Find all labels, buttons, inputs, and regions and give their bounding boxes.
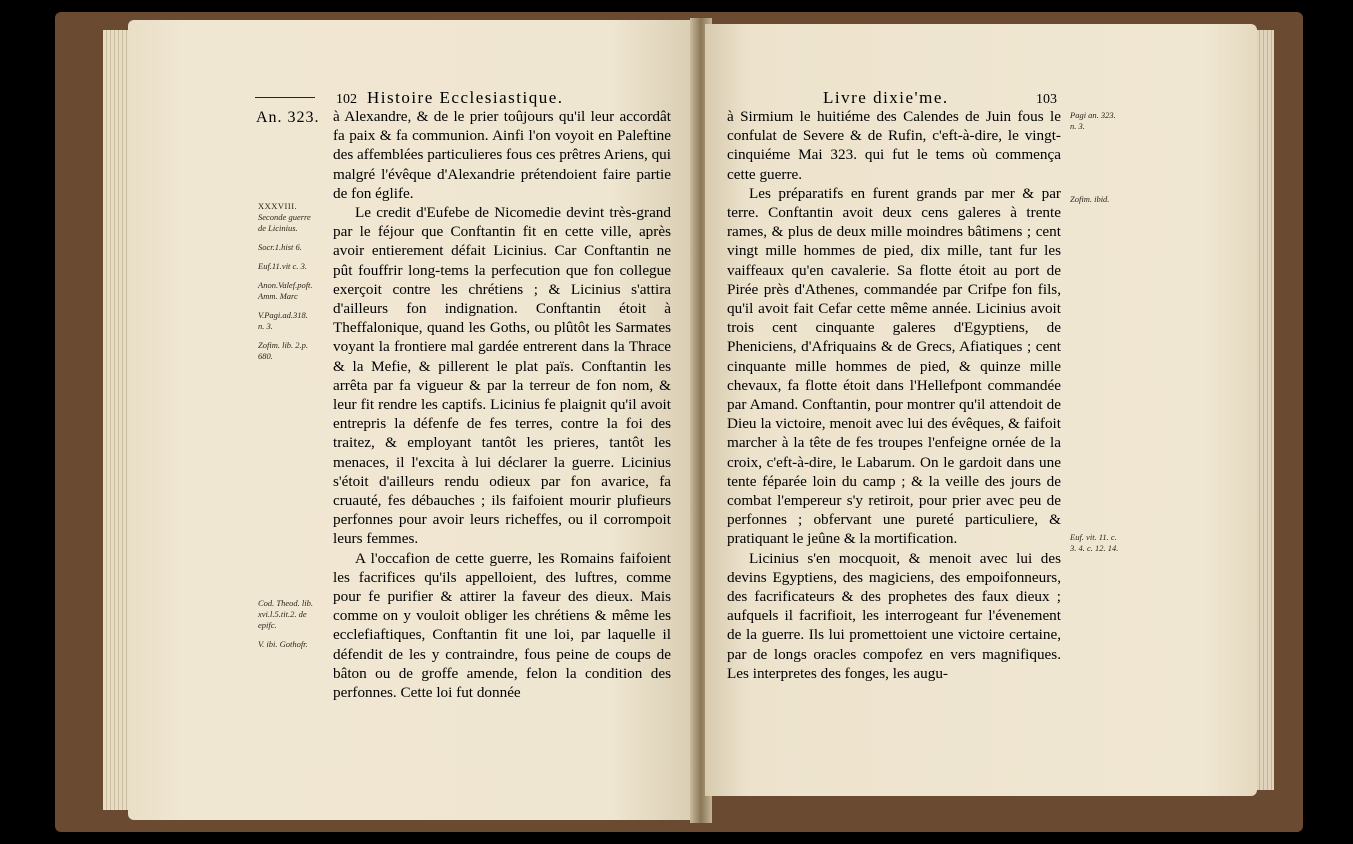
- margin-note: Euf. vit. 11. c. 3. 4. c. 12. 14.: [1070, 532, 1119, 553]
- left-page-number: 102: [336, 92, 357, 107]
- paragraph: Le credit d'Eufebe de Nicomedie devint très-grand par le féjour que Conftantin fit en cette ville, après avoir entierement défait Licinius. Car Conftantin ne pût fouffrir long-tems la perfecution que fon collegue exerçoit contre les chrétiens ; & Licinius s'attira d'ailleurs fon indignation. Conftantin étoit à Theffalonique, quand les Goths, ou plûtôt les Sarmates voyant la frontiere mal gardée entrerent dans la Thrace & la Mefie, & pillerent le plat païs. Conftantin les arrêta par fa vigueur & par la terreur de fon nom, & leur fit rendre les captifs. Licinius fe plaignit qu'il avoit entrepris la défenfe de fes terres, contre la foi des traitez, & employant tantôt les prieres, tantôt les menaces, il l'excita à lui déclarer la guerre. Licinius s'étoit d'ailleurs rendu odieux par fon avarice, fa cruauté, fes débauches ; ils faifoient mourir plufieurs perfonnes pour avoir leurs richeffes, ou il corrompoit leurs femmes.: [333, 204, 671, 548]
- paragraph: à Alexandre, & de le prier toûjours qu'il leur accordât fa paix & fa communion. Ainfi l'on voyoit en Paleftine des affemblées particulieres fous ces prêtres Ariens, qui malgré l'évêque d'Alexandrie prétendoient faire partie de fon églife.: [333, 108, 671, 202]
- year-label: An. 323.: [256, 109, 320, 126]
- paragraph: A l'occafion de cette guerre, les Romains faifoient les facrifices qu'ils appelloient, des luftres, comme pour fe purifier & attirer la faveur des dieux. Mais comme on y vouloit obliger les chrétiens & même les ecclefiaftiques, Conftantin fit une loi, par laquelle il défendit de les y contraindre, fous peine de coups de bâton ou de groffe amende, felon la condition des perfonnes. Cette loi fut donnée: [333, 549, 671, 702]
- margin-note: Euf.11.vit c. 3.: [258, 261, 307, 271]
- left-body-text: [333, 107, 671, 702]
- left-margin-notes: [258, 201, 326, 370]
- right-page-number-wrap: [1036, 88, 1067, 108]
- margin-note: Pagi an. 323. n. 3.: [1070, 110, 1116, 131]
- left-margin-notes-bottom: [258, 598, 326, 658]
- paragraph: Licinius s'en mocquoit, & menoit avec lui des devins Egyptiens, des magiciens, des empoifonneurs, des facrificateurs & des prophetes des faux dieux ; aufquels il facrifioit, les interrogeant fur l'évenement de la guerre. Ils lui promettoient une victoire certaine, par de longs oracles compofez en vers magnifiques. Les interpretes des fonges, les augu-: [727, 549, 1061, 682]
- margin-note: XXXVIII. Seconde guerre de Licinius.: [258, 201, 311, 233]
- right-margin-notes: [1070, 110, 1132, 213]
- margin-note: V. ibi. Gothofr.: [258, 639, 308, 649]
- margin-note: Anon.Valef.poft. Amm. Marc: [258, 280, 313, 301]
- margin-note: V.Pagi.ad.318. n. 3.: [258, 310, 308, 331]
- right-body-text: [727, 107, 1061, 683]
- right-margin-notes-bottom: [1070, 532, 1132, 562]
- year-rule: [255, 97, 315, 98]
- margin-note: Zofim. ibid.: [1070, 194, 1110, 204]
- right-running-head: [823, 88, 949, 108]
- margin-note: Cod. Theod. lib. xvi.l.5.tit.2. de epifc.: [258, 598, 314, 630]
- left-running-head: [336, 88, 564, 108]
- margin-note: Socr.1.hist 6.: [258, 242, 302, 252]
- margin-note: Zofim. lib. 2.p. 680.: [258, 340, 309, 361]
- paragraph: à Sirmium le huitiéme des Calendes de Juin fous le confulat de Severe & de Rufin, c'eft-à-dire, le vingt-cinquiéme Mai 323. qui fut le tems où commença cette guerre.: [727, 108, 1061, 183]
- paragraph: Les préparatifs en furent grands par mer & par terre. Conftantin avoit deux cens galeres à trente rames, & plus de deux mille moindres bâtimens ; cent vingt mille hommes de pied, dix mille, tant fur les vaiffeaux qu'en cavalerie. Sa flotte étoit au port de Pirée près d'Athenes, commandée par Crifpe fon fils, qu'il avoit fait Cefar cette même année. Licinius avoit trois cent cinquante galeres d'Egyptiens, de Pheniciens, d'Afriquains & de Grecs, Afiatiques ; cent cinquante mille hommes de pied, & quinze mille chevaux, fa flotte étoit dans l'Hellefpont commandée par Amand. Conftantin, pour montrer qu'il attendoit de Dieu la victoire, menoit avec lui des évêques, & faifoit marcher à la tête de fes troupes l'enfeigne ornée de la croix, c'eft-à-dire, le Labarum. On le gardoit dans une tente féparée loin du camp ; & la veille des jours de combat l'empereur s'y retiroit, pour prier avec peu de perfonnes ; obfervant une pureté particuliere, & pratiquant le jeûne & la mortification.: [727, 184, 1061, 548]
- right-page-number: 103: [1036, 92, 1057, 107]
- right-running-title: Livre dixie'me.: [823, 88, 949, 107]
- left-running-title: Histoire Ecclesiastique.: [367, 88, 564, 107]
